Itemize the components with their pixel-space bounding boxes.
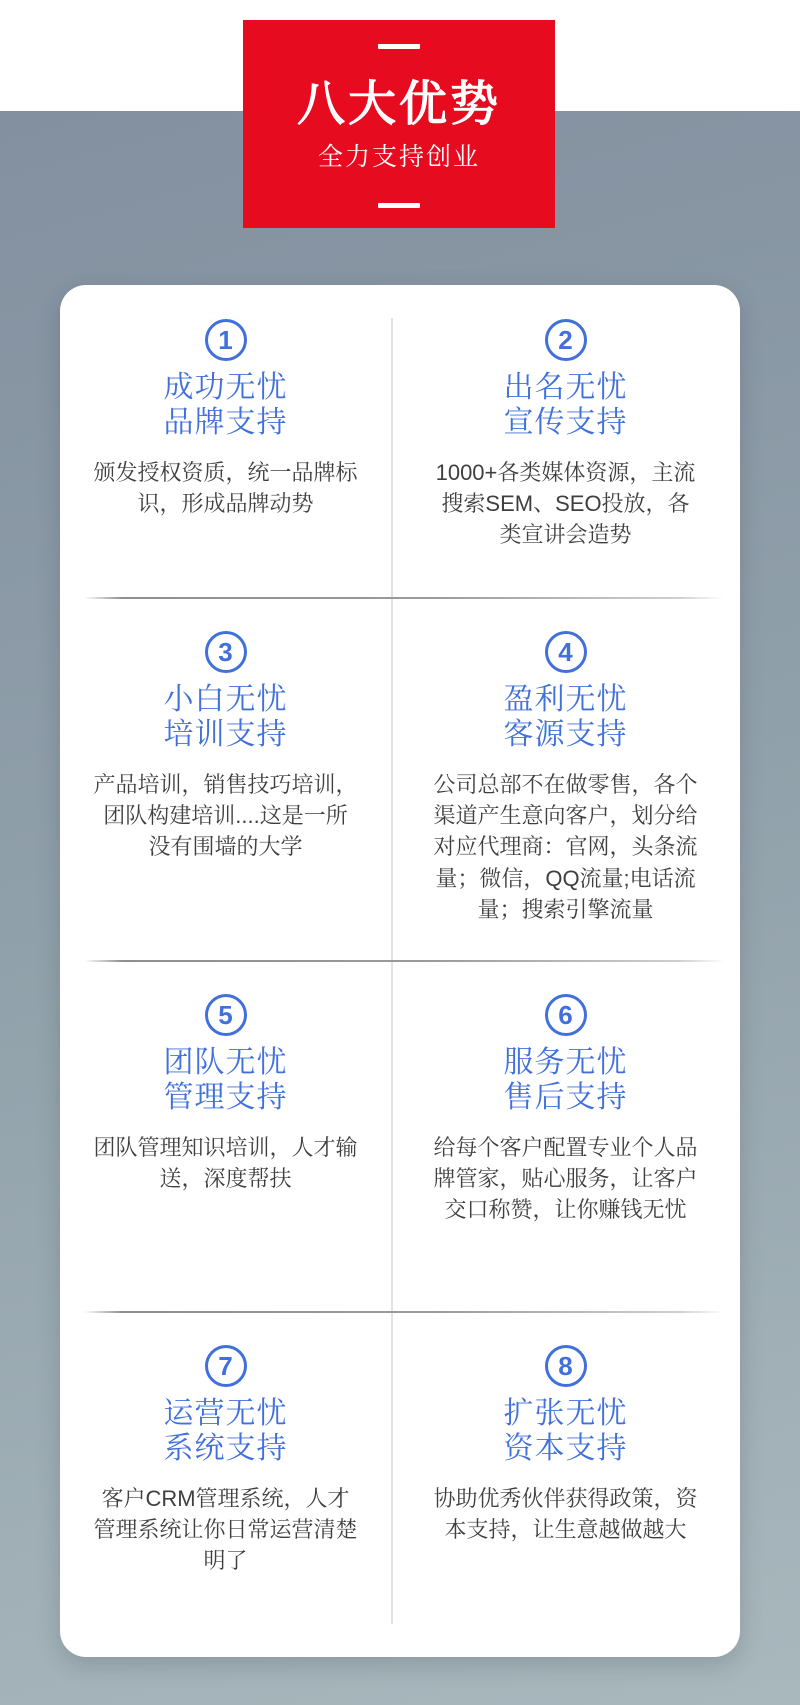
row-3 — [60, 960, 740, 1311]
page-subtitle: 全力支持创业 — [317, 143, 480, 172]
title-line-2: 品牌支持 — [163, 405, 288, 439]
advantage-section-4 — [391, 597, 740, 960]
section-title-1 — [164, 371, 288, 440]
title-line-2: 客源支持 — [503, 717, 628, 751]
number-badge-1 — [205, 319, 247, 361]
page-title: 八大优势 — [296, 77, 501, 131]
section-title-6 — [504, 1046, 628, 1115]
title-line-1: 运营无忧 — [163, 1397, 288, 1430]
section-description-8: 协助优秀伙伴获得政策，资本支持，让生意越做越大 — [433, 1486, 698, 1543]
number-4: 4 — [558, 636, 573, 667]
number-7: 7 — [218, 1350, 233, 1381]
advantages-grid — [60, 285, 740, 1657]
title-line-1: 盈利无忧 — [503, 683, 628, 716]
title-line-1: 出名无忧 — [503, 371, 628, 404]
number-badge-6 — [545, 994, 587, 1036]
decor-dash-bottom — [378, 203, 420, 208]
number-badge-2 — [545, 319, 587, 361]
section-title-3 — [164, 683, 288, 752]
header-banner — [243, 20, 555, 228]
number-badge-3 — [205, 631, 247, 673]
advantages-card — [60, 285, 740, 1657]
number-badge-4 — [545, 631, 587, 673]
advantage-section-3 — [60, 597, 391, 960]
row-4 — [60, 1311, 740, 1657]
section-description-4: 公司总部不在做零售，各个渠道产生意向客户，划分给对应代理商：官网，头条流量；微信，QQ流量;电话流量；搜索引擎流量 — [433, 772, 698, 922]
number-5: 5 — [218, 999, 233, 1030]
title-line-1: 扩张无忧 — [503, 1397, 628, 1430]
title-line-2: 管理支持 — [163, 1080, 288, 1114]
horizontal-divider-3 — [84, 1311, 724, 1313]
section-description-3: 产品培训，销售技巧培训，团队构建培训....这是一所没有围墙的大学 — [93, 772, 358, 860]
number-badge-7 — [205, 1345, 247, 1387]
section-description-2: 1000+各类媒体资源，主流搜索SEM、SEO投放，各类宣讲会造势 — [435, 460, 696, 548]
section-description-1: 颁发授权资质，统一品牌标识，形成品牌动势 — [93, 460, 358, 517]
title-line-1: 小白无忧 — [163, 683, 288, 716]
advantage-section-2 — [391, 285, 740, 597]
number-8: 8 — [558, 1350, 573, 1381]
section-title-8 — [504, 1397, 628, 1466]
section-title-5 — [164, 1046, 288, 1115]
title-line-1: 服务无忧 — [503, 1046, 628, 1079]
banner-text-block — [297, 79, 501, 174]
title-line-2: 宣传支持 — [503, 405, 628, 439]
decor-dash-top — [378, 44, 420, 49]
title-line-1: 团队无忧 — [163, 1046, 288, 1079]
row-2 — [60, 597, 740, 960]
section-title-7 — [164, 1397, 288, 1466]
title-line-1: 成功无忧 — [163, 371, 288, 404]
number-1: 1 — [218, 324, 233, 355]
row-1 — [60, 285, 740, 597]
number-6: 6 — [558, 999, 573, 1030]
title-line-2: 系统支持 — [163, 1431, 288, 1465]
number-2: 2 — [558, 324, 573, 355]
advantage-section-8 — [391, 1311, 740, 1657]
section-description-5: 团队管理知识培训，人才输送，深度帮扶 — [93, 1135, 358, 1192]
number-badge-8 — [545, 1345, 587, 1387]
section-description-6: 给每个客户配置专业个人品牌管家，贴心服务，让客户交口称赞，让你赚钱无忧 — [433, 1135, 698, 1223]
title-line-2: 培训支持 — [163, 717, 288, 751]
horizontal-divider-1 — [84, 597, 724, 599]
vertical-divider — [391, 318, 393, 1624]
horizontal-divider-2 — [84, 960, 724, 962]
title-line-2: 售后支持 — [503, 1080, 628, 1114]
advantage-section-1 — [60, 285, 391, 597]
advantage-section-5 — [60, 960, 391, 1311]
section-description-7: 客户CRM管理系统，人才管理系统让你日常运营清楚明了 — [93, 1486, 358, 1574]
advantage-section-7 — [60, 1311, 391, 1657]
section-title-4 — [504, 683, 628, 752]
advantage-section-6 — [391, 960, 740, 1311]
section-title-2 — [504, 371, 628, 440]
title-line-2: 资本支持 — [503, 1431, 628, 1465]
number-3: 3 — [218, 636, 233, 667]
number-badge-5 — [205, 994, 247, 1036]
